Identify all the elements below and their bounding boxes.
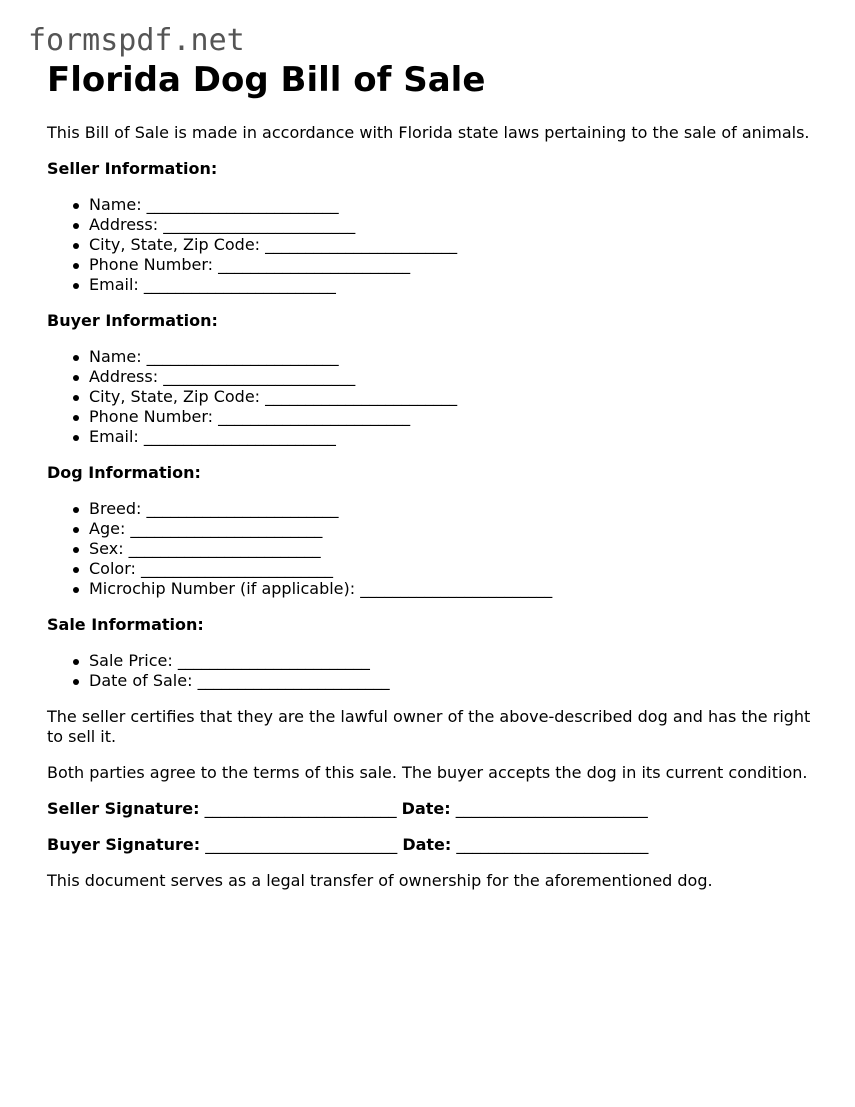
document-body [47,60,827,891]
closing-paragraph: This document serves as a legal transfer of ownership for the aforementioned dog. [47,871,713,890]
buyer-address-field: Address: ________________________ [89,367,827,387]
buyer-city-field: City, State, Zip Code: ________________________ [89,387,827,407]
seller-name-field: Name: ________________________ [89,195,827,215]
dog-breed-field: Breed: ________________________ [89,499,827,519]
buyer-name-field: Name: ________________________ [89,347,827,367]
agreement-paragraph: Both parties agree to the terms of this sale. The buyer accepts the dog in its current condition. [47,763,808,782]
dog-heading: Dog Information: [47,463,201,482]
buyer-heading: Buyer Information: [47,311,218,330]
sale-price-field: Sale Price: ________________________ [89,651,827,671]
seller-date-blank: ________________________ [450,799,648,818]
buyer-date-label: Date: [402,835,452,854]
dog-microchip-field: Microchip Number (if applicable): ________________________ [89,579,827,599]
buyer-list [47,347,827,447]
sale-list [47,651,827,691]
dog-sex-field: Sex: ________________________ [89,539,827,559]
buyer-phone-field: Phone Number: ________________________ [89,407,827,427]
certification-paragraph: The seller certifies that they are the lawful owner of the above-described dog and has the right to sell it. [47,707,811,746]
seller-city-field: City, State, Zip Code: ________________________ [89,235,827,255]
buyer-signature-blank: ________________________ [200,835,403,854]
seller-signature-line [47,799,827,819]
sale-date-field: Date of Sale: ________________________ [89,671,827,691]
buyer-date-blank: ________________________ [451,835,649,854]
watermark-logo: formspdf.net [28,23,245,58]
seller-phone-field: Phone Number: ________________________ [89,255,827,275]
seller-signature-label: Seller Signature: [47,799,200,818]
seller-address-field: Address: ________________________ [89,215,827,235]
seller-date-label: Date: [401,799,451,818]
dog-age-field: Age: ________________________ [89,519,827,539]
document-title: Florida Dog Bill of Sale [47,60,486,100]
buyer-email-field: Email: ________________________ [89,427,827,447]
dog-color-field: Color: ________________________ [89,559,827,579]
seller-email-field: Email: ________________________ [89,275,827,295]
seller-signature-blank: ________________________ [199,799,402,818]
seller-heading: Seller Information: [47,159,218,178]
seller-list [47,195,827,295]
intro-paragraph: This Bill of Sale is made in accordance with Florida state laws pertaining to the sale of animals. [47,123,810,142]
sale-heading: Sale Information: [47,615,204,634]
buyer-signature-line [47,835,827,855]
buyer-signature-label: Buyer Signature: [47,835,201,854]
dog-list [47,499,827,599]
